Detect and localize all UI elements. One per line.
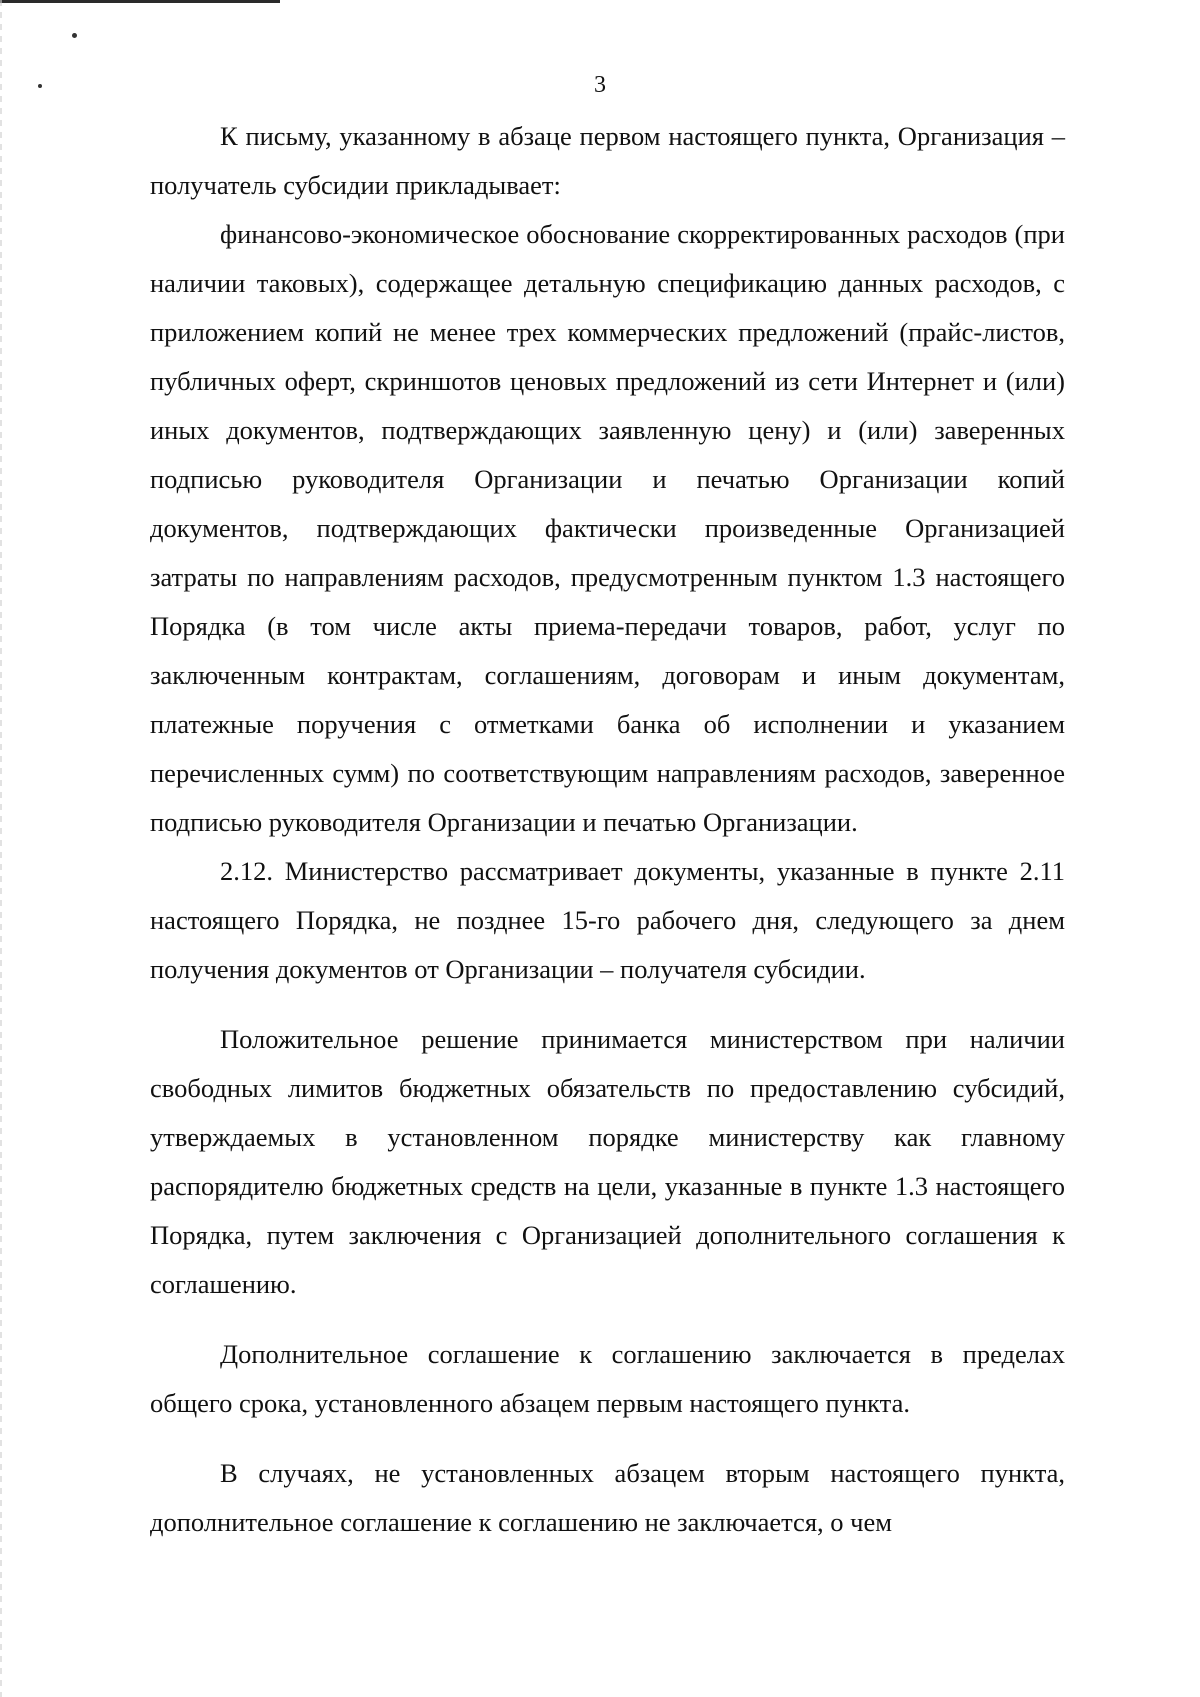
paragraph-positive-decision: Положительное решение принимается министерством при наличии свободных лимитов бюджетных обязательств по предоставлению субсидий, утверждаемых в установленном порядке министерству как главному распорядителю бюджетных средств на цели, указанные в пункте 1.3 настоящего Порядка, путем заключения с Организацией дополнительного соглашения к соглашению.: [150, 1024, 1065, 1299]
paragraph-other-cases: В случаях, не установленных абзацем вторым настоящего пункта, дополнительное соглашение к соглашению не заключается, о чем: [150, 1458, 1065, 1537]
paragraph-attachments-intro: К письму, указанному в абзаце первом настоящего пункта, Организация – получатель субсидии прикладывает:: [150, 121, 1065, 200]
scan-edge-top: [0, 0, 280, 3]
document-body: [150, 112, 1065, 1547]
paragraph-additional-agreement: Дополнительное соглашение к соглашению заключается в пределах общего срока, установленного абзацем первым настоящего пункта.: [150, 1339, 1065, 1418]
scan-speck: [72, 33, 77, 38]
paragraph-financial-justification: финансово-экономическое обоснование скорректированных расходов (при наличии таковых), содержащее детальную спецификацию данных расходов, с приложением копий не менее трех коммерческих предложений (прайс-листов, публичных оферт, скриншотов ценовых предложений из сети Интернет и (или) иных документов, подтверждающих заявленную цену) и (или) заверенных подписью руководителя Организации и печатью Организации копий документов, подтверждающих фактически произведенные Организацией затраты по направлениям расходов, предусмотренным пунктом 1.3 настоящего Порядка (в том числе акты приема-передачи товаров, работ, услуг по заключенным контрактам, соглашениям, договорам и иным документам, платежные поручения с отметками банка об исполнении и указанием перечисленных сумм) по соответствующим направлениям расходов, заверенное подписью руководителя Организации и печатью Организации.: [150, 219, 1065, 837]
paragraph-clause-2-12: 2.12. Министерство рассматривает документы, указанные в пункте 2.11 настоящего Порядка, не позднее 15-го рабочего дня, следующего за днем получения документов от Организации – получателя субсидии.: [150, 856, 1065, 984]
scan-edge-left: [0, 0, 2, 1697]
page-number: 3: [594, 72, 606, 98]
